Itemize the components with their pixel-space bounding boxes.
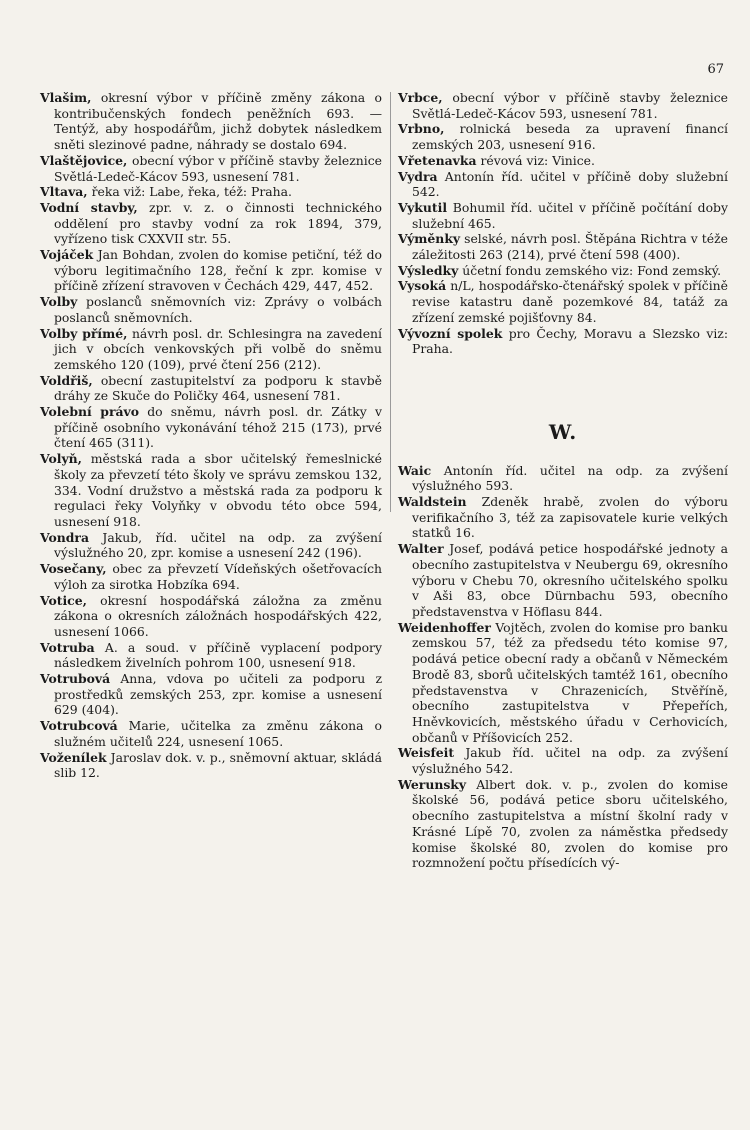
entry-text: Jan Bohdan, zvolen do komise petiční, též do výboru legitimačního 128, řeční k zpr. komise v příčině zřízení stravoven v Čechách 429, 447, 452. xyxy=(54,247,382,294)
section-letter-w: W. xyxy=(548,419,578,444)
index-entry xyxy=(40,451,382,530)
entry-text: A. a soud. v příčině vyplacení podpory následkem živelních pohrom 100, usnesení 918. xyxy=(54,639,382,671)
entry-heading: Vojáček xyxy=(40,247,94,263)
entry-heading: Walter xyxy=(398,541,444,557)
index-entry xyxy=(40,373,382,404)
entry-heading: Vosečany, xyxy=(40,561,107,577)
entry-heading: Vlašim, xyxy=(40,90,92,105)
entry-text: návrh posl. dr. Schlesingra na zavedení jich v obcích venkovských při volbě do sněmu zemského 120 (109), prvé čtení 256 (212). xyxy=(54,325,382,372)
index-entry xyxy=(40,326,382,373)
index-entry xyxy=(398,153,728,169)
left-column xyxy=(40,90,382,781)
entry-heading: Výměnky xyxy=(398,231,461,247)
entry-text: obec za převzetí Vídeňských ošetřovacích výloh za sirotka Hobzíka 694. xyxy=(54,561,382,592)
index-entry xyxy=(40,640,382,671)
index-entry xyxy=(398,326,728,357)
entry-heading: Vondra xyxy=(40,529,89,545)
index-entry xyxy=(40,184,382,200)
entry-heading: Votice, xyxy=(40,592,87,608)
index-entry xyxy=(40,294,382,325)
index-entry xyxy=(40,561,382,592)
entry-text: Albert dok. v. p., zvolen do komise školské 56, podává petice sboru učitelského, obecního zastupitelstva a místní školní rady v Krásné Lípě 70, zvolen za náměstka předsedy komise školské 80, zvolen do komise pro rozmnožení počtu přísedících vý- xyxy=(412,776,728,871)
index-entry xyxy=(398,541,728,620)
entry-text: révová viz: Vinice. xyxy=(480,152,595,168)
index-entry xyxy=(40,404,382,451)
entry-heading: Volby xyxy=(40,294,78,310)
entry-heading: Volby přímé, xyxy=(40,325,128,341)
entry-text: Bohumil říd. učitel v příčině počítání doby služební 465. xyxy=(412,199,728,231)
index-entry xyxy=(40,247,382,294)
index-entry xyxy=(398,231,728,262)
page-number: 67 xyxy=(707,62,724,77)
entry-heading: Vysoká xyxy=(398,278,447,294)
entry-text: obecní výbor v příčině stavby železnice Světlá-Ledeč-Kácov 593, usnesení 781. xyxy=(412,90,728,121)
entry-heading: Volyň, xyxy=(40,451,82,467)
entry-text: Anna, vdova po učiteli za podporu z prostředků zemských 253, zpr. komise a usnesení 629 (404). xyxy=(54,671,382,718)
entry-text: zpr. v. z. o činnosti technického oddělení pro stavby vodní za rok 1894, 379, vyřízeno tisk CXXVII str. 55. xyxy=(54,199,382,247)
entry-heading: Vrbno, xyxy=(398,121,445,137)
index-entry xyxy=(398,777,728,871)
entry-heading: Vodní stavby, xyxy=(40,199,138,215)
index-entry xyxy=(40,153,382,184)
index-entry xyxy=(398,463,728,494)
entry-heading: Voženílek xyxy=(40,749,107,765)
column-divider xyxy=(390,92,391,512)
entry-heading: Weidenhoffer xyxy=(398,619,491,635)
entry-text: Jakub, říd. učitel na odp. za zvýšení výslužného 20, zpr. komise a usnesení 242 (196). xyxy=(54,529,382,561)
entry-text: okresní výbor v příčině změny zákona o kontribučenských fondech peněžních 693. — Tentýž, aby hospodářům, jichž dobytek následkem sněti slezinové padne, náhrady se dostalo 694. xyxy=(54,90,382,153)
index-entry xyxy=(398,745,728,776)
index-entry xyxy=(398,200,728,231)
index-entry xyxy=(40,750,382,781)
index-entry xyxy=(398,90,728,121)
entry-heading: Weisfeit xyxy=(398,745,455,761)
entry-heading: Votrubcová xyxy=(40,718,118,734)
entry-heading: Vltava, xyxy=(40,184,88,200)
index-entry xyxy=(398,620,728,746)
entry-text: řeka viž: Labe, řeka, též: Praha. xyxy=(91,184,292,200)
entry-text: pro Čechy, Moravu a Slezsko viz: Praha. xyxy=(412,325,728,357)
entry-text: rolnická beseda za upravení financí zemských 203, usnesení 916. xyxy=(412,121,728,153)
entry-text: Zdeněk hrabě, zvolen do výboru verifikačního 3, též za zapisovatele kurie velkých statků 16. xyxy=(412,494,728,541)
entry-heading: Werunsky xyxy=(398,776,467,792)
entry-heading: Votruba xyxy=(40,639,95,655)
entry-heading: Vykutil xyxy=(398,199,448,215)
entry-heading: Voldřiš, xyxy=(40,372,93,388)
index-entry xyxy=(40,671,382,718)
right-column-entries-v xyxy=(398,90,728,357)
entry-text: Vojtěch, zvolen do komise pro banku zemskou 57, též za předsedu této komise 97, podává petice obecní rady a občanů v Německém Brodě 83, sborů učitelských tamtéž 161, obecního představenstva v Chrazenicích, Stvěříně, obecního zastupitelstva v Přepeřích, Hněvkovicích, městského úřadu v Cerhovicích, občanů v Příšovicích 252. xyxy=(412,619,728,745)
entry-heading: Vřetenavka xyxy=(398,152,477,168)
entry-text: obecní zastupitelství za podporu k stavbě dráhy ze Skuče do Poličky 464, usnesení 781. xyxy=(54,372,382,404)
entry-text: selské, návrh posl. Štěpána Richtra v téže záležitosti 263 (214), prvé čtení 598 (400). xyxy=(412,231,728,263)
entry-text: do sněmu, návrh posl. dr. Zátky v příčině osobního vykonávání téhož 215 (173), prvé čtení 465 (311). xyxy=(54,404,382,451)
entry-heading: Vlaštějovice, xyxy=(40,152,128,168)
entry-text: poslanců sněmovních viz: Zprávy o volbách poslanců sněmovních. xyxy=(54,294,382,325)
entry-heading: Waic xyxy=(398,462,432,478)
index-entry xyxy=(40,200,382,247)
entry-heading: Výsledky xyxy=(398,262,459,278)
index-entry xyxy=(398,263,728,279)
entry-heading: Votrubová xyxy=(40,671,111,687)
entry-heading: Vývozní spolek xyxy=(398,325,503,341)
entry-text: Antonín říd. učitel na odp. za zvýšení výslužného 593. xyxy=(412,462,728,494)
index-entry xyxy=(398,169,728,200)
entry-heading: Waldstein xyxy=(398,494,467,510)
entry-heading: Vydra xyxy=(398,168,438,184)
entry-text: Antonín říd. učitel v příčině doby služební 542. xyxy=(412,168,728,200)
index-entry xyxy=(398,121,728,152)
entry-text: n/L, hospodářsko-čtenářský spolek v příčině revise katastru daně pozemkové 84, tatáž za zřízení zemské pojišťovny 84. xyxy=(412,278,728,325)
entry-text: Josef, podává petice hospodářské jednoty a obecního zastupitelstva v Neubergu 69, okresního výboru v Chebu 70, okresního učitelského spolku v Aši 83, obce Dürnbachu 593, obecního představenstva v Höflasu 844. xyxy=(412,541,728,619)
index-entry xyxy=(398,278,728,325)
right-column xyxy=(398,90,728,871)
entry-text: Jaroslav dok. v. p., sněmovní aktuar, skládá slib 12. xyxy=(54,749,382,781)
entry-text: městská rada a sbor učitelský řemeslnické školy za převzetí této školy ve správu zemskou 132, 334. Vodní družstvo a městská rada za podporu k regulaci řeky Volyňky v obvodu této obce 594, usnesení 918. xyxy=(54,451,382,529)
index-entry xyxy=(40,530,382,561)
index-entry xyxy=(40,90,382,153)
entry-heading: Vrbce, xyxy=(398,90,443,105)
entry-heading: Volební právo xyxy=(40,404,139,420)
index-entry xyxy=(40,593,382,640)
entry-text: obecní výbor v příčině stavby železnice Světlá-Ledeč-Kácov 593, usnesení 781. xyxy=(54,152,382,184)
right-column-entries-w xyxy=(398,463,728,871)
entry-text: okresní hospodářská záložna za změnu zákona o okresních záložnách hospodářských 422, usnesení 1066. xyxy=(54,592,382,639)
index-entry xyxy=(398,494,728,541)
entry-text: Marie, učitelka za změnu zákona o služném učitelů 224, usnesení 1065. xyxy=(54,718,382,749)
entry-text: účetní fondu zemského viz: Fond zemský. xyxy=(462,262,722,278)
entry-text: Jakub říd. učitel na odp. za zvýšení výslužného 542. xyxy=(412,745,728,777)
index-entry xyxy=(40,718,382,749)
